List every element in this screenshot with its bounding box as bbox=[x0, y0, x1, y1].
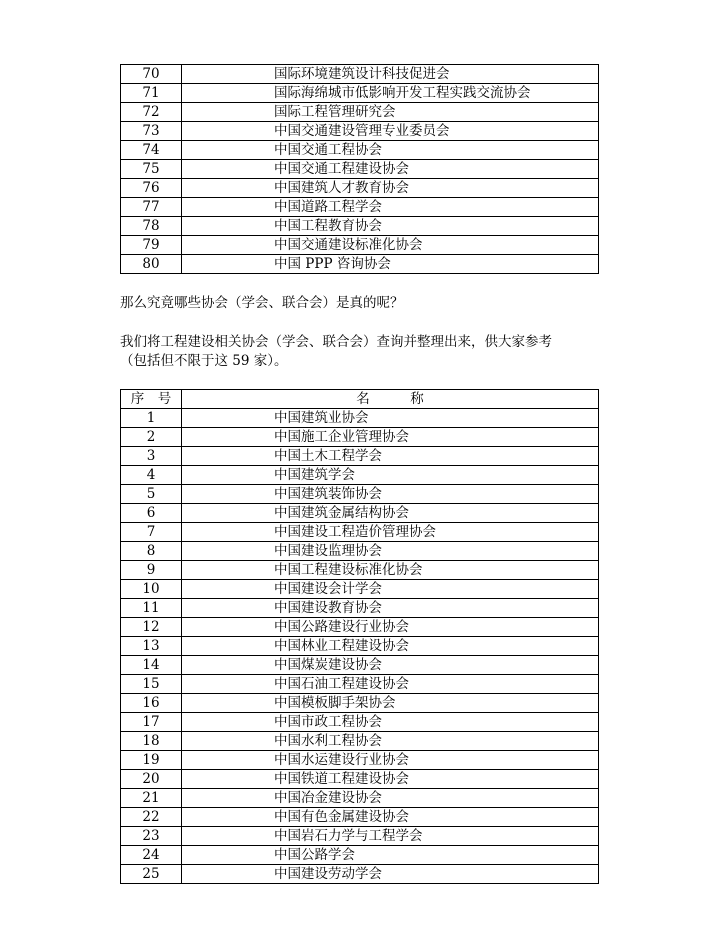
row-serial-number: 78 bbox=[121, 217, 182, 236]
header-serial-number: 序 号 bbox=[121, 390, 182, 409]
table-header-row bbox=[121, 390, 599, 409]
row-serial-number: 20 bbox=[121, 770, 182, 789]
row-association-name: 中国建筑人才教育协会 bbox=[182, 179, 599, 198]
table-row bbox=[121, 236, 599, 255]
row-serial-number: 2 bbox=[121, 428, 182, 447]
table-row bbox=[121, 618, 599, 637]
row-serial-number: 74 bbox=[121, 141, 182, 160]
row-association-name: 中国建设劳动学会 bbox=[182, 865, 599, 884]
row-serial-number: 7 bbox=[121, 523, 182, 542]
row-association-name: 中国水利工程协会 bbox=[182, 732, 599, 751]
row-association-name: 中国水运建设行业协会 bbox=[182, 751, 599, 770]
table-row bbox=[121, 428, 599, 447]
association-table-body bbox=[121, 65, 599, 274]
table-row bbox=[121, 675, 599, 694]
row-association-name: 中国交通建设管理专业委员会 bbox=[182, 122, 599, 141]
row-serial-number: 17 bbox=[121, 713, 182, 732]
row-serial-number: 16 bbox=[121, 694, 182, 713]
table-row bbox=[121, 713, 599, 732]
row-serial-number: 10 bbox=[121, 580, 182, 599]
row-serial-number: 70 bbox=[121, 65, 182, 84]
row-association-name: 中国模板脚手架协会 bbox=[182, 694, 599, 713]
row-serial-number: 9 bbox=[121, 561, 182, 580]
row-serial-number: 76 bbox=[121, 179, 182, 198]
row-association-name: 中国交通工程建设协会 bbox=[182, 160, 599, 179]
row-association-name: 中国有色金属建设协会 bbox=[182, 808, 599, 827]
row-association-name: 中国交通工程协会 bbox=[182, 141, 599, 160]
row-serial-number: 12 bbox=[121, 618, 182, 637]
row-serial-number: 21 bbox=[121, 789, 182, 808]
row-serial-number: 22 bbox=[121, 808, 182, 827]
intro-line-2: （包括但不限于这 59 家）。 bbox=[120, 353, 288, 369]
row-association-name: 中国施工企业管理协会 bbox=[182, 428, 599, 447]
row-association-name: 国际环境建筑设计科技促进会 bbox=[182, 65, 599, 84]
row-serial-number: 3 bbox=[121, 447, 182, 466]
row-serial-number: 4 bbox=[121, 466, 182, 485]
row-serial-number: 18 bbox=[121, 732, 182, 751]
row-association-name: 中国林业工程建设协会 bbox=[182, 637, 599, 656]
row-association-name: 中国道路工程学会 bbox=[182, 198, 599, 217]
row-association-name: 中国工程建设标准化协会 bbox=[182, 561, 599, 580]
row-serial-number: 6 bbox=[121, 504, 182, 523]
row-serial-number: 8 bbox=[121, 542, 182, 561]
table-row bbox=[121, 770, 599, 789]
table-row bbox=[121, 846, 599, 865]
header-name: 名 称 bbox=[182, 390, 599, 409]
row-serial-number: 14 bbox=[121, 656, 182, 675]
table-header bbox=[121, 390, 599, 409]
table-row bbox=[121, 732, 599, 751]
row-association-name: 中国岩石力学与工程学会 bbox=[182, 827, 599, 846]
table-row bbox=[121, 141, 599, 160]
table-row bbox=[121, 637, 599, 656]
table-row bbox=[121, 122, 599, 141]
row-association-name: 中国铁道工程建设协会 bbox=[182, 770, 599, 789]
row-serial-number: 11 bbox=[121, 599, 182, 618]
row-association-name: 中国工程教育协会 bbox=[182, 217, 599, 236]
table-row bbox=[121, 179, 599, 198]
table-row bbox=[121, 504, 599, 523]
row-association-name: 中国煤炭建设协会 bbox=[182, 656, 599, 675]
row-serial-number: 25 bbox=[121, 865, 182, 884]
table-row bbox=[121, 751, 599, 770]
table-row bbox=[121, 198, 599, 217]
association-table-continued bbox=[120, 64, 599, 274]
table-row bbox=[121, 485, 599, 504]
row-association-name: 中国交通建设标准化协会 bbox=[182, 236, 599, 255]
row-association-name: 中国建筑装饰协会 bbox=[182, 485, 599, 504]
table-row bbox=[121, 827, 599, 846]
question-paragraph: 那么究竟哪些协会（学会、联合会）是真的呢？ bbox=[120, 295, 404, 311]
table-row bbox=[121, 865, 599, 884]
genuine-association-table bbox=[120, 389, 599, 884]
row-serial-number: 77 bbox=[121, 198, 182, 217]
table-row bbox=[121, 84, 599, 103]
table-row bbox=[121, 656, 599, 675]
table-row bbox=[121, 599, 599, 618]
table-row bbox=[121, 808, 599, 827]
row-serial-number: 71 bbox=[121, 84, 182, 103]
row-association-name: 中国建设教育协会 bbox=[182, 599, 599, 618]
row-serial-number: 72 bbox=[121, 103, 182, 122]
row-serial-number: 15 bbox=[121, 675, 182, 694]
row-association-name: 中国建设工程造价管理协会 bbox=[182, 523, 599, 542]
row-serial-number: 13 bbox=[121, 637, 182, 656]
row-serial-number: 79 bbox=[121, 236, 182, 255]
row-serial-number: 23 bbox=[121, 827, 182, 846]
row-association-name: 中国建设监理协会 bbox=[182, 542, 599, 561]
table-row bbox=[121, 255, 599, 274]
row-serial-number: 24 bbox=[121, 846, 182, 865]
table-row bbox=[121, 523, 599, 542]
row-association-name: 中国市政工程协会 bbox=[182, 713, 599, 732]
row-association-name: 中国建筑金属结构协会 bbox=[182, 504, 599, 523]
table-row bbox=[121, 103, 599, 122]
row-association-name: 中国建筑业协会 bbox=[182, 409, 599, 428]
row-association-name: 国际工程管理研究会 bbox=[182, 103, 599, 122]
row-association-name: 中国土木工程学会 bbox=[182, 447, 599, 466]
table-row bbox=[121, 217, 599, 236]
table-row bbox=[121, 542, 599, 561]
association-table-body bbox=[121, 409, 599, 884]
table-row bbox=[121, 580, 599, 599]
row-association-name: 中国建设会计学会 bbox=[182, 580, 599, 599]
row-serial-number: 5 bbox=[121, 485, 182, 504]
table-row bbox=[121, 789, 599, 808]
row-association-name: 中国建筑学会 bbox=[182, 466, 599, 485]
row-association-name: 中国公路建设行业协会 bbox=[182, 618, 599, 637]
row-association-name: 中国冶金建设协会 bbox=[182, 789, 599, 808]
table-row bbox=[121, 466, 599, 485]
table-row bbox=[121, 447, 599, 466]
table-row bbox=[121, 561, 599, 580]
table-row bbox=[121, 409, 599, 428]
table-row bbox=[121, 65, 599, 84]
row-serial-number: 1 bbox=[121, 409, 182, 428]
row-association-name: 国际海绵城市低影响开发工程实践交流协会 bbox=[182, 84, 599, 103]
intro-paragraph bbox=[120, 333, 600, 371]
table-row bbox=[121, 160, 599, 179]
row-serial-number: 19 bbox=[121, 751, 182, 770]
row-serial-number: 80 bbox=[121, 255, 182, 274]
row-serial-number: 75 bbox=[121, 160, 182, 179]
row-association-name: 中国公路学会 bbox=[182, 846, 599, 865]
row-association-name: 中国 PPP 咨询协会 bbox=[182, 255, 599, 274]
row-serial-number: 73 bbox=[121, 122, 182, 141]
table-row bbox=[121, 694, 599, 713]
intro-line-1: 我们将工程建设相关协会（学会、联合会）查询并整理出来，供大家参考 bbox=[120, 334, 552, 350]
row-association-name: 中国石油工程建设协会 bbox=[182, 675, 599, 694]
